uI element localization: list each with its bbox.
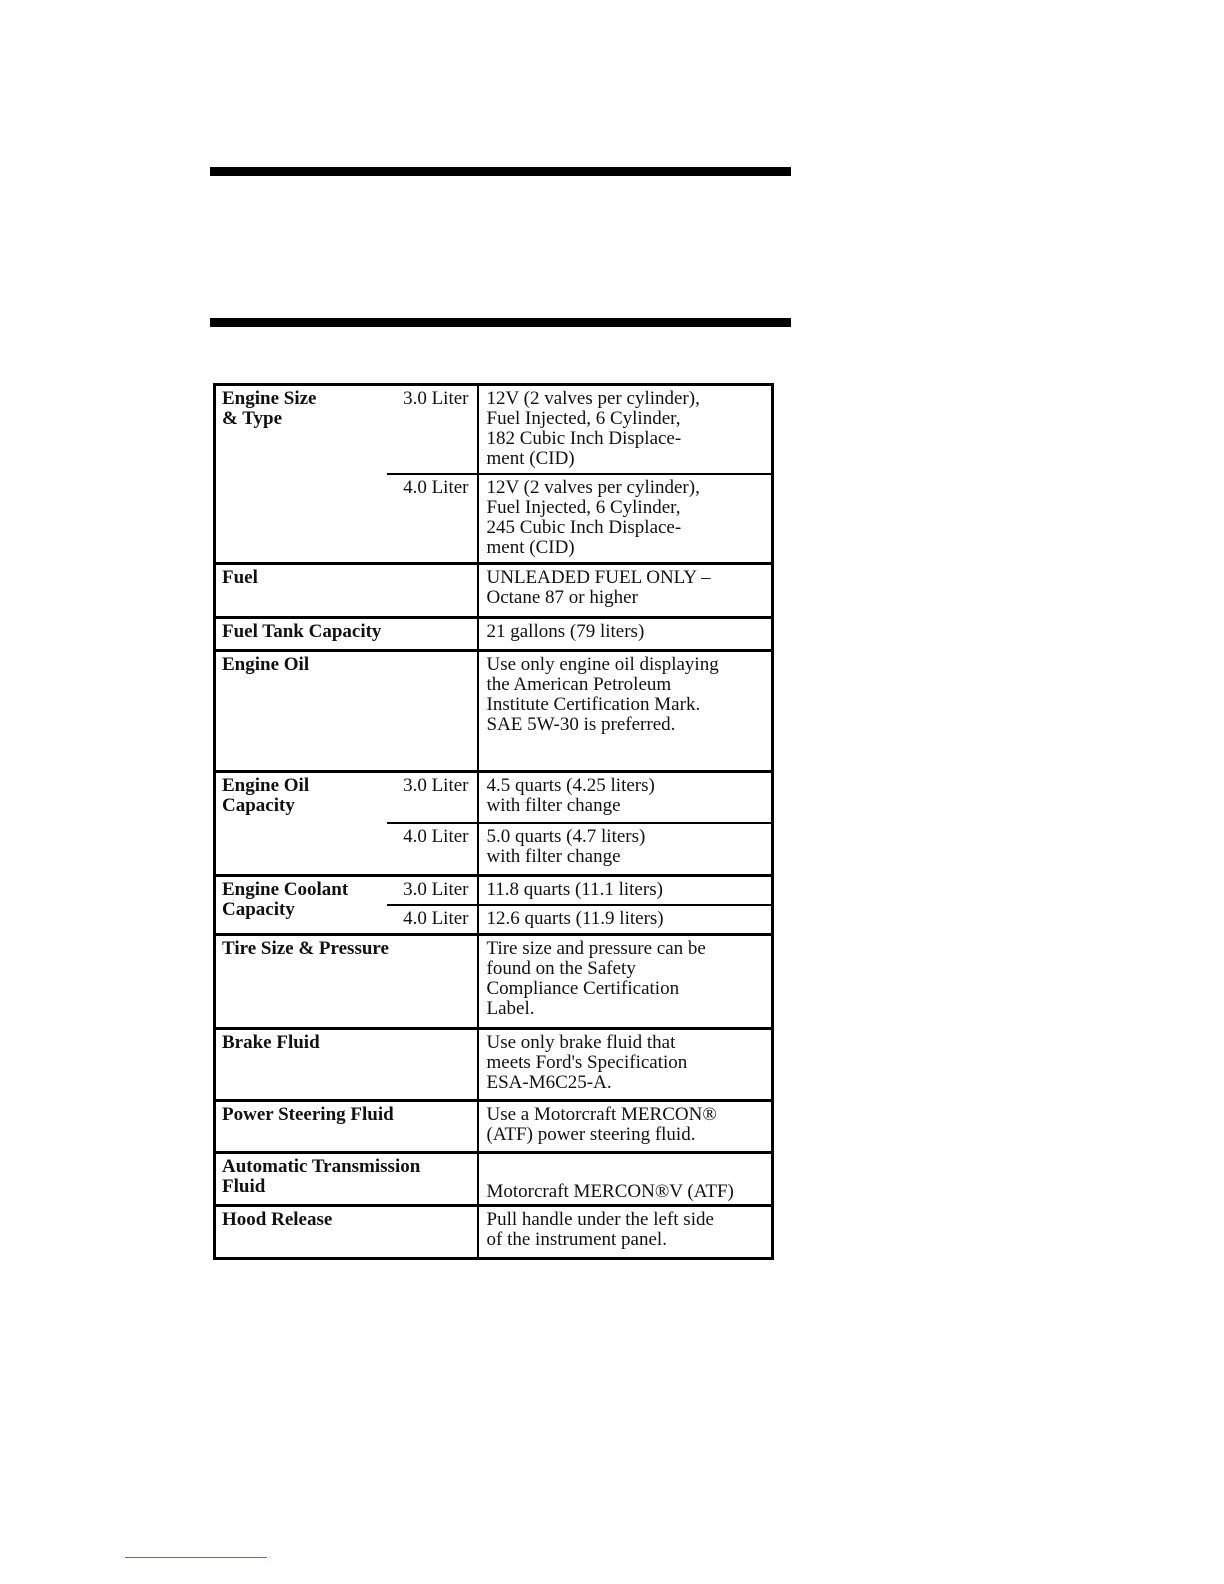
value-line: Use only brake fluid that xyxy=(486,1032,676,1053)
oil-capacity-label-line2: Capacity xyxy=(222,795,295,816)
value-line: UNLEADED FUEL ONLY – xyxy=(486,567,711,588)
transmission-label-line1: Automatic Transmission xyxy=(222,1156,421,1177)
engine-size-4-0-liter: 4.0 Liter xyxy=(387,474,478,564)
bottom-divider-rule xyxy=(210,318,791,327)
value-line: with filter change xyxy=(486,846,621,867)
coolant-capacity-label-line2: Capacity xyxy=(222,899,295,920)
value-line: Use only engine oil displaying xyxy=(486,654,719,675)
value-line: found on the Safety xyxy=(486,958,636,979)
oil-capacity-label xyxy=(215,772,387,876)
brake-fluid-label: Brake Fluid xyxy=(215,1029,478,1101)
coolant-capacity-label xyxy=(215,876,387,935)
value-line: Motorcraft MERCON®V (ATF) xyxy=(486,1181,734,1202)
power-steering-label: Power Steering Fluid xyxy=(215,1101,478,1153)
value-line: 245 Cubic Inch Displace- xyxy=(486,517,682,538)
value-line: 4.5 quarts (4.25 liters) xyxy=(486,775,655,796)
transmission-fluid-value xyxy=(478,1153,773,1206)
engine-oil-label: Engine Oil xyxy=(215,651,478,772)
transmission-fluid-label xyxy=(215,1153,478,1206)
oil-capacity-label-line1: Engine Oil xyxy=(222,775,310,796)
engine-oil-value xyxy=(478,651,773,772)
brake-fluid-value xyxy=(478,1029,773,1101)
engine-size-4-0-value xyxy=(478,474,773,564)
hood-release-row xyxy=(215,1206,773,1259)
coolant-capacity-row-3-0 xyxy=(215,876,773,906)
engine-size-label-line1: Engine Size xyxy=(222,388,317,409)
hood-release-label: Hood Release xyxy=(215,1206,478,1259)
brake-fluid-row xyxy=(215,1029,773,1101)
value-line: ESA-M6C25-A. xyxy=(486,1072,612,1093)
value-line: ment (CID) xyxy=(486,537,575,558)
oil-capacity-4-0-liter: 4.0 Liter xyxy=(387,823,478,876)
fuel-tank-row xyxy=(215,618,773,651)
value-line: SAE 5W-30 is preferred. xyxy=(486,714,676,735)
fuel-label: Fuel xyxy=(215,564,478,618)
fuel-row xyxy=(215,564,773,618)
tire-value xyxy=(478,935,773,1029)
value-line: 182 Cubic Inch Displace- xyxy=(486,428,682,449)
value-line: Use a Motorcraft MERCON® xyxy=(486,1104,717,1125)
hood-release-value xyxy=(478,1206,773,1259)
coolant-capacity-3-0-value xyxy=(478,876,773,906)
engine-size-3-0-liter: 3.0 Liter xyxy=(403,388,469,409)
specifications-table xyxy=(213,383,774,1260)
engine-size-3-0-value xyxy=(478,385,773,475)
power-steering-value xyxy=(478,1101,773,1153)
coolant-capacity-4-0-liter: 4.0 Liter xyxy=(387,905,478,935)
value-line: (ATF) power steering fluid. xyxy=(486,1124,696,1145)
oil-capacity-row-3-0 xyxy=(215,772,773,824)
value-line: Compliance Certification xyxy=(486,978,680,999)
value-line: Fuel Injected, 6 Cylinder, xyxy=(486,497,681,518)
value-line: of the instrument panel. xyxy=(486,1229,667,1250)
value-line: 21 gallons (79 liters) xyxy=(486,621,645,642)
engine-oil-row xyxy=(215,651,773,772)
footer-underline xyxy=(125,1557,267,1558)
value-line: 11.8 quarts (11.1 liters) xyxy=(486,879,663,900)
oil-capacity-4-0-value xyxy=(478,823,773,876)
engine-size-label xyxy=(215,385,387,564)
value-line: Tire size and pressure can be xyxy=(486,938,706,959)
coolant-capacity-4-0-value xyxy=(478,905,773,935)
value-line: Octane 87 or higher xyxy=(486,587,638,608)
oil-capacity-3-0-liter: 3.0 Liter xyxy=(387,772,478,824)
fuel-tank-label: Fuel Tank Capacity xyxy=(215,618,478,651)
coolant-capacity-3-0-liter: 3.0 Liter xyxy=(387,876,478,906)
value-line: Fuel Injected, 6 Cylinder, xyxy=(486,408,681,429)
transmission-label-line2: Fluid xyxy=(222,1176,266,1197)
engine-size-label-line2: & Type xyxy=(222,408,282,429)
value-line: meets Ford's Specification xyxy=(486,1052,688,1073)
power-steering-row xyxy=(215,1101,773,1153)
value-line: with filter change xyxy=(486,795,621,816)
value-line: 5.0 quarts (4.7 liters) xyxy=(486,826,646,847)
fuel-tank-value xyxy=(478,618,773,651)
tire-row xyxy=(215,935,773,1029)
coolant-capacity-label-line1: Engine Coolant xyxy=(222,879,349,900)
value-line: 12.6 quarts (11.9 liters) xyxy=(486,908,664,929)
engine-size-row-3-0 xyxy=(215,385,773,475)
value-line: 12V (2 valves per cylinder), xyxy=(486,388,700,409)
top-divider-rule xyxy=(210,167,791,176)
value-line: 12V (2 valves per cylinder), xyxy=(486,477,700,498)
value-line: Pull handle under the left side xyxy=(486,1209,714,1230)
transmission-fluid-row xyxy=(215,1153,773,1206)
oil-capacity-3-0-value xyxy=(478,772,773,824)
fuel-value xyxy=(478,564,773,618)
value-line: the American Petroleum xyxy=(486,674,672,695)
value-line: Institute Certification Mark. xyxy=(486,694,701,715)
value-line: Label. xyxy=(486,998,535,1019)
value-line: ment (CID) xyxy=(486,448,575,469)
tire-label: Tire Size & Pressure xyxy=(215,935,478,1029)
